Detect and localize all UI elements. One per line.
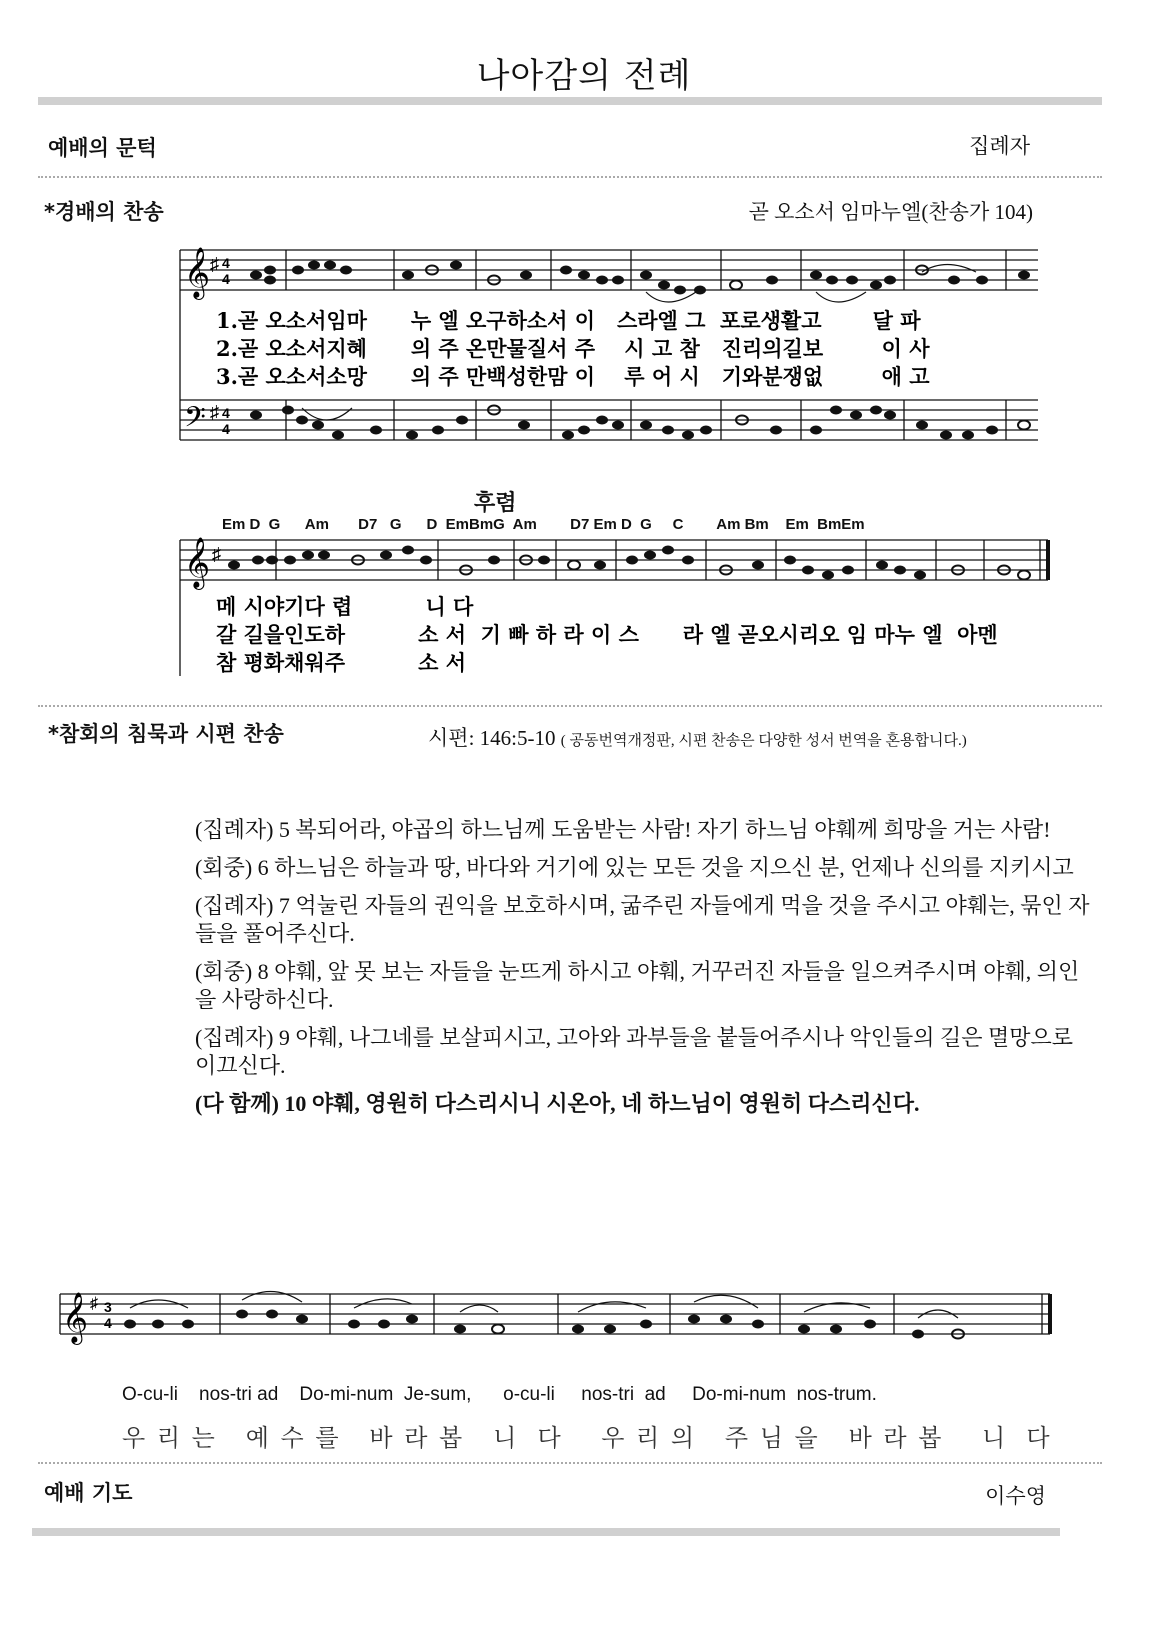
psalm-verse-5: (집례자) 5 복되어라, 야곱의 하느님께 도움받는 사람! 자기 하느님 야훼께 희망을 거는 사람! [195,817,1051,842]
section-heading-hymn: *경배의 찬송 [44,200,164,224]
prayer-leader-name: 이수영 [985,1484,1046,1508]
verse-2-line-1: 2.곧 오소서지혜 의 주 온만물질서 주 시 고 참 진리의길보 이 사 [216,336,930,361]
psalm-verse-8: (회중) 8 야훼, 앞 못 보는 자들을 눈뜨게 하시고 야훼, 거꾸러진 자들을 일으켜주시며 야훼, 의인을 사랑하신다. [195,959,1080,1012]
verse-1-line-1: 1.곧 오소서임마 누 엘 오구하소서 이 스라엘 그 포로생활고 달 파 [216,308,921,333]
svg-text:♯: ♯ [212,544,221,564]
svg-text:♯: ♯ [210,254,219,274]
psalm-verse-10: (다 함께) 10 야훼, 영원히 다스리시니 시온아, 네 하느님이 영원히 다스리신다. [195,1091,920,1116]
svg-text:4: 4 [104,1315,112,1331]
hymn-reference [749,196,1033,226]
presider-label: 집례자 [969,134,1030,158]
svg-text:♯: ♯ [90,1295,98,1312]
hymn-title: 곧 오소서 임마누엘 [748,200,922,224]
page-title: 나아감의 전례 [476,56,692,96]
verse-1-line-2: 메 시야기다 렵 니 다 [216,594,474,619]
verse-2-line-2: 갈 길을인도하 소 서 기 빠 하 라 이 스 라 엘 곧오시리오 임 마누 엘 아멘 [216,622,998,647]
psalm-verse-6: (회중) 6 하느님은 하늘과 땅, 바다와 거기에 있는 모든 것을 지으신 분, 언제나 신의를 지키시고 [195,855,1074,880]
divider [38,705,1102,707]
psalm-verse-7: (집례자) 7 억눌린 자들의 권익을 보호하시며, 굶주린 자들에게 먹을 것을 주시고 야훼는, 묶인 자들을 풀어주신다. [195,893,1090,946]
section-heading-prayer: 예배 기도 [44,1481,133,1505]
svg-text:3: 3 [104,1299,112,1315]
hymn-score-system-1 [176,232,1046,474]
hymn-score-system-2 [176,530,1056,676]
psalm-verse-9: (집례자) 9 야훼, 나그네를 보살피시고, 고아와 과부들을 붙들어주시나 악인들의 길은 멸망으로 이끄신다. [195,1025,1073,1078]
psalm-citation: 시편: 146:5-10 [428,726,556,750]
divider [38,1462,1102,1464]
verse-3-line-1: 3.곧 오소서소망 의 주 만백성한맘 이 루 어 시 기와분쟁없 애 고 [216,364,930,389]
section-heading-threshold: 예배의 문턱 [48,136,157,160]
bass-clef-icon: 𝄢 [184,402,206,440]
svg-text:♯: ♯ [210,402,219,422]
chant-korean-text: 우 리 는 예 수 를 바 라 봅 니 다 우 리 의 주 님 을 바 라 봅 니 다 [122,1424,1052,1452]
psalm-text [195,816,1095,1128]
treble-clef-icon: 𝄞 [184,248,211,297]
treble-clef-icon: 𝄞 [184,538,211,587]
verse-3-line-2: 참 평화채워주 소 서 [216,650,467,675]
svg-text:4: 4 [222,271,230,287]
treble-clef-icon: 𝄞 [62,1293,89,1342]
chant-latin-text: O-cu-li nos-tri ad Do-mi-num Je-sum, o-cu-li nos-tri ad Do-mi-num nos-trum. [122,1384,877,1405]
chant-score [58,1280,1058,1360]
section-heading-psalm: *참회의 침묵과 시편 찬송 [48,722,284,746]
psalm-reference [428,722,967,752]
svg-text:4: 4 [222,421,230,437]
refrain-label: 후렴 [474,490,517,516]
title-rule [38,97,1102,105]
psalm-translation-note: ( 공동번역개정판, 시편 찬송은 다양한 성서 번역을 혼용합니다.) [560,733,967,749]
svg-text:4: 4 [222,255,230,271]
hymn-number: (찬송가 104) [921,200,1033,224]
footer-rule [32,1528,1060,1536]
divider [38,176,1102,178]
chord-symbols: Em D G Am D7 G D EmBmG Am D7 Em D G C Am Bm Em BmEm [222,516,865,533]
svg-text:4: 4 [222,405,230,421]
